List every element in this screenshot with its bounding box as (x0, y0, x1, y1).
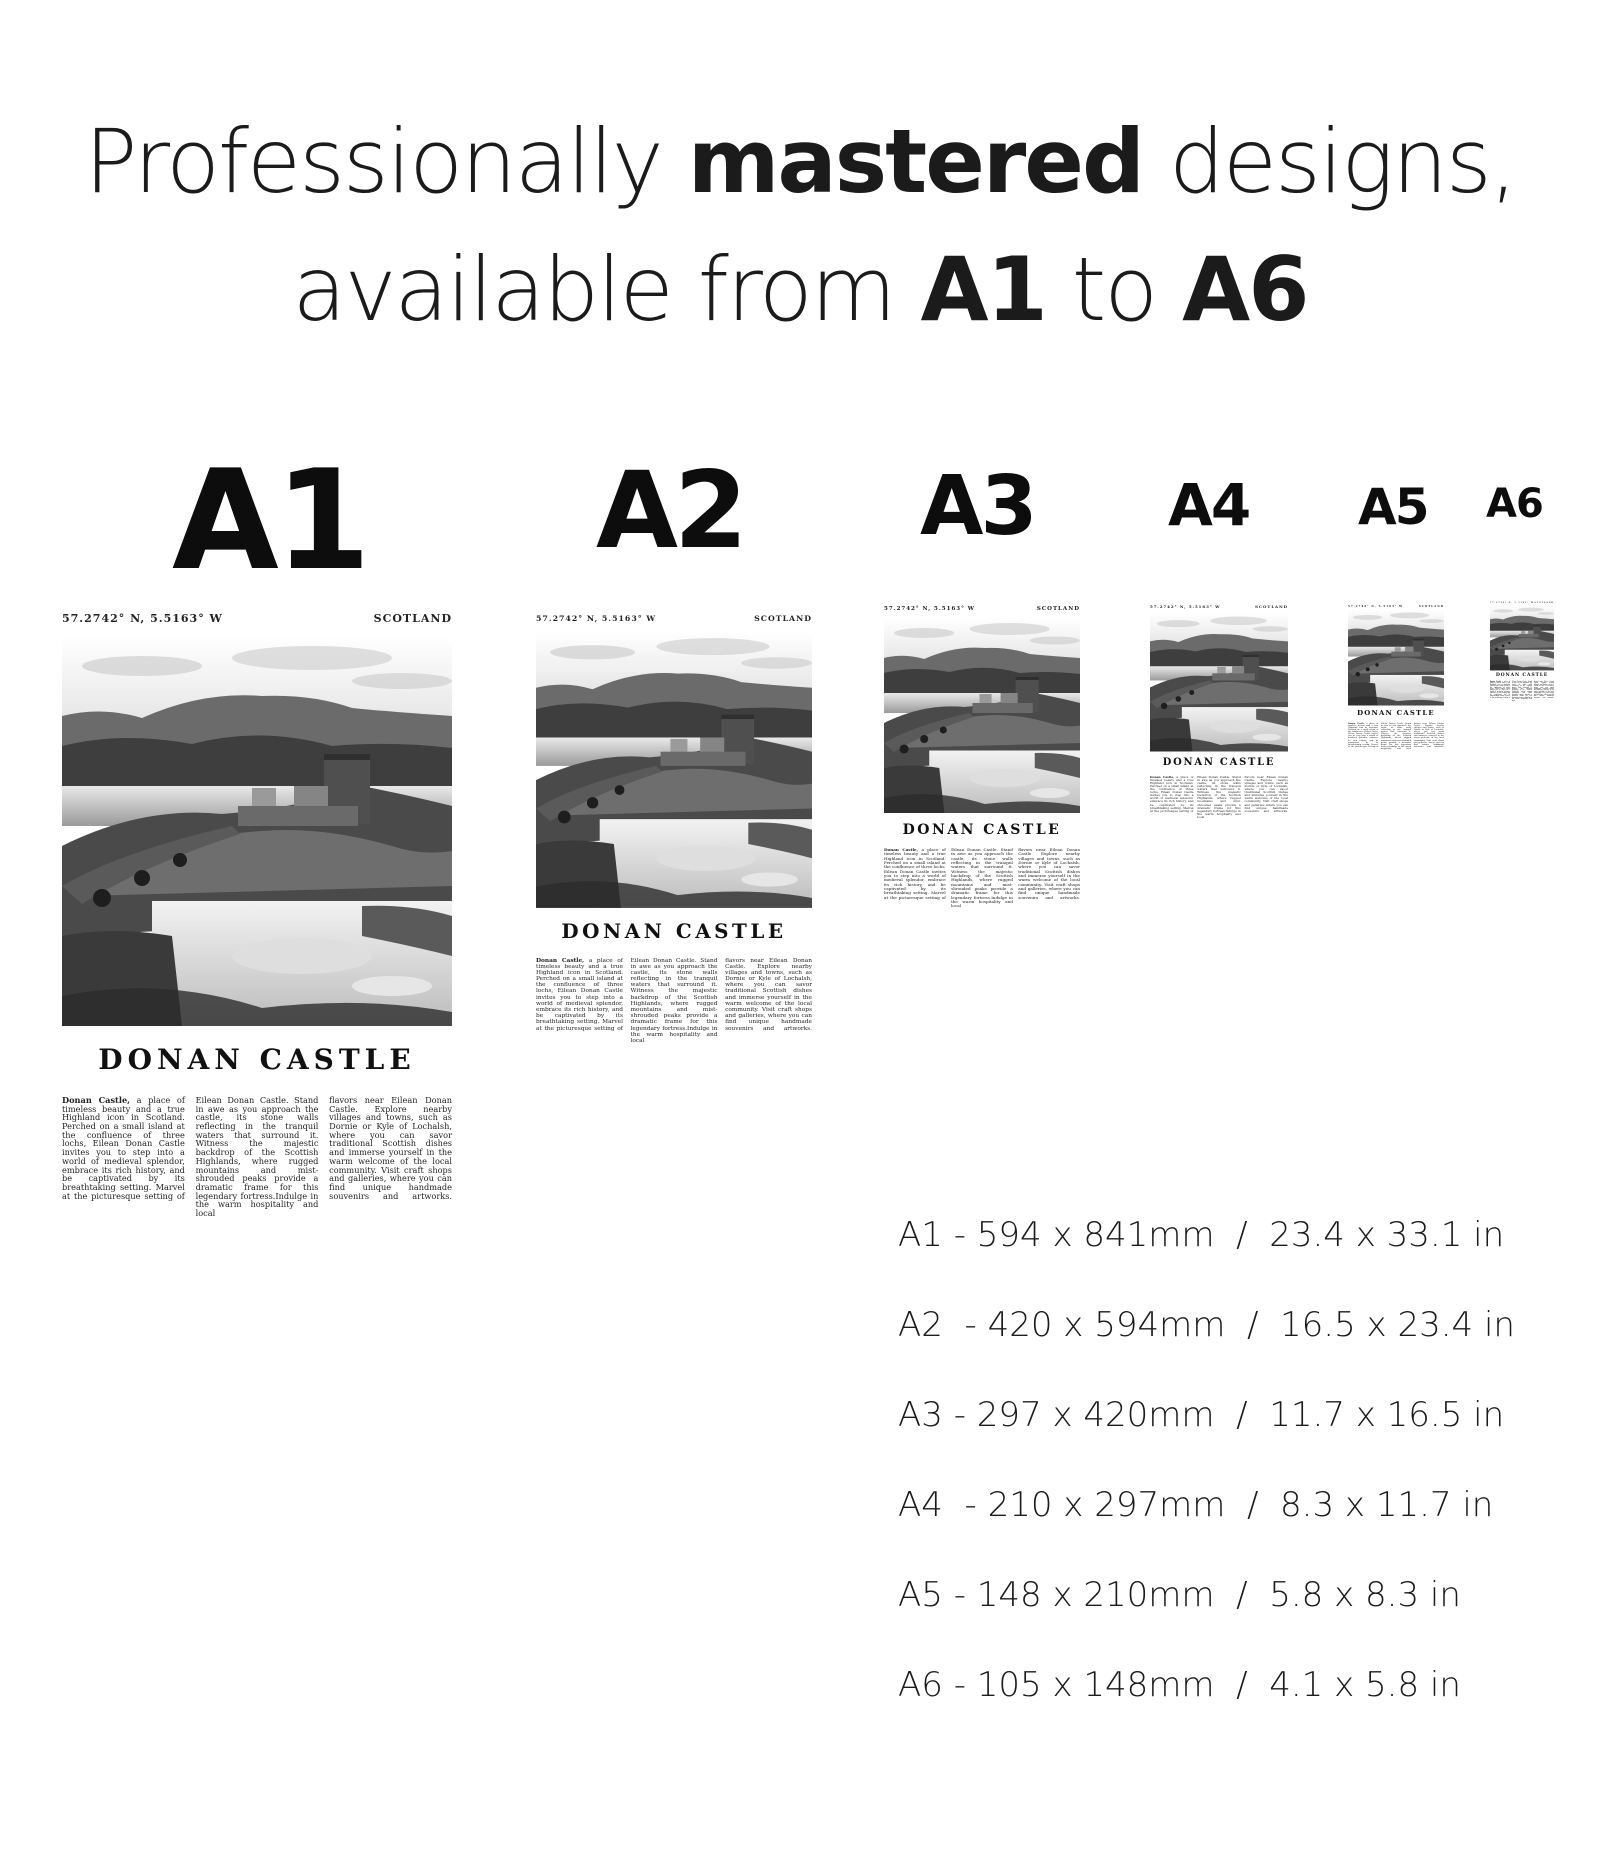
poster-body (1150, 774, 1288, 819)
size-spec-a4: A4 - 210 x 297mm / 8.3 x 11.7 in (898, 1485, 1494, 1525)
castle-photo (1490, 606, 1554, 670)
poster-body-col-2: Eilean Donan Castle. Stand in awe as you approach the castle, its stone walls reflecting in the tranquil waters that surround it. Witness the majestic backdrop of the Scottish Highlands, where rugged mountains and mist-shrouded peaks provide a dramatic frame for this legendary fortress.Indulge in the warm hospitality and local (1511, 681, 1533, 702)
poster-a3 (884, 606, 1080, 909)
size-spec-a5: A5 - 148 x 210mm / 5.8 x 8.3 in (898, 1575, 1461, 1615)
poster-body-col-3: flavors near Eilean Donan Castle. Explore nearby villages and towns, such as Dornie or Kyle of Lochalsh, where you can savor traditional Scottish dishes and immerse yourself in the warm welcome of the local community. Visit craft shops and galleries, where you can find unique handmade souvenirs and artworks. (329, 1095, 452, 1201)
poster-country: SCOTLAND (1534, 602, 1554, 604)
poster-body (1490, 681, 1554, 702)
headline-segment: mastered (687, 110, 1143, 213)
poster-body-col-3: flavors near Eilean Donan Castle. Explore nearby villages and towns, such as Dornie or Kyle of Lochalsh, where you can savor traditional Scottish dishes and immerse yourself in the warm welcome of the local community. Visit craft shops and galleries, where you can find unique handmade souvenirs and artworks. (1413, 722, 1444, 748)
size-label-a2: A2 (596, 449, 744, 572)
poster-country: SCOTLAND (1418, 604, 1444, 608)
poster-body-col-1: Donan Castle, a place of timeless beauty and a true Highland icon in Scotland. Perched on a small island at the confluence of three lochs, Eilean Donan Castle invites you to step into a world of medieval splendor, embrace its rich history, and be captivated by its breathtaking setting. Marvel at the picturesque setting of (536, 957, 623, 1032)
poster-body-col-2: Eilean Donan Castle. Stand in awe as you approach the castle, its stone walls reflecting in the tranquil waters that surround it. Witness the majestic backdrop of the Scottish Highlands, where rugged mountains and mist-shrouded peaks provide a dramatic frame for this legendary fortress.Indulge in the warm hospitality and local (1380, 722, 1412, 751)
poster-body-col-1: Donan Castle, a place of timeless beauty and a true Highland icon in Scotland. Perched on a small island at the confluence of three lochs, Eilean Donan Castle invites you to step into a world of medieval splendor, embrace its rich history, and be captivated by its breathtaking setting. Marvel at the picturesque setting of (1348, 722, 1379, 748)
poster-body-col-1: Donan Castle, a place of timeless beauty and a true Highland icon in Scotland. Perched on a small island at the confluence of three lochs, Eilean Donan Castle invites you to step into a world of medieval splendor, embrace its rich history, and be captivated by its breathtaking setting. Marvel at the picturesque setting of (884, 847, 946, 900)
poster-title: DONAN CASTLE (1495, 672, 1549, 678)
poster-coordinates: 57.2742° N, 5.5163° W (1150, 604, 1221, 609)
size-label-a6: A6 (1486, 481, 1543, 527)
poster-body (884, 847, 1080, 909)
headline-segment: available from (292, 238, 921, 341)
poster-a1 (62, 612, 452, 1218)
poster-coordinates: 57.2742° N, 5.5163° W (884, 606, 975, 612)
poster-title: DONAN CASTLE (561, 919, 787, 944)
castle-photo (884, 618, 1080, 813)
poster-coordinates: 57.2742° N, 5.5163° W (62, 612, 223, 625)
headline-segment: to (1045, 238, 1183, 341)
poster-country: SCOTLAND (754, 614, 812, 623)
castle-photo (536, 631, 812, 908)
size-spec-a1: A1 - 594 x 841mm / 23.4 x 33.1 in (898, 1215, 1505, 1255)
poster-a4 (1150, 604, 1288, 819)
poster-coordinates: 57.2742° N, 5.5163° W (1490, 602, 1534, 604)
poster-title: DONAN CASTLE (902, 822, 1062, 838)
castle-photo (62, 636, 452, 1026)
poster-a5 (1348, 604, 1444, 751)
headline-line-2 (0, 238, 1600, 341)
headline-line-1 (0, 110, 1600, 213)
headline-segment: Professionally (84, 110, 688, 213)
poster-body (62, 1095, 452, 1218)
poster-body-col-1: Donan Castle, a place of timeless beauty and a true Highland icon in Scotland. Perched on a small island at the confluence of three lochs, Eilean Donan Castle invites you to step into a world of medieval splendor, embrace its rich history, and be captivated by its breathtaking setting. Marvel at the picturesque setting of (1150, 774, 1194, 813)
poster-coordinates: 57.2742° N, 5.5163° W (1348, 604, 1404, 608)
size-label-a3: A3 (920, 459, 1035, 554)
poster-a2 (536, 614, 812, 1044)
poster-body-col-2: Eilean Donan Castle. Stand in awe as you approach the castle, its stone walls reflecting in the tranquil waters that surround it. Witness the majestic backdrop of the Scottish Highlands, where rugged mountains and mist-shrouded peaks provide a dramatic frame for this legendary fortress.Indulge in the warm hospitality and local (630, 957, 718, 1044)
poster-body-col-1: Donan Castle, a place of timeless beauty and a true Highland icon in Scotland. Perched on a small island at the confluence of three lochs, Eilean Donan Castle invites you to step into a world of medieval splendor, embrace its rich history, and be captivated by its breathtaking setting. Marvel at the picturesque setting of (62, 1095, 185, 1201)
poster-body-col-2: Eilean Donan Castle. Stand in awe as you approach the castle, its stone walls reflecting in the tranquil waters that surround it. Witness the majestic backdrop of the Scottish Highlands, where rugged mountains and mist-shrouded peaks provide a dramatic frame for this legendary fortress.Indulge in the warm hospitality and local (951, 847, 1013, 909)
poster-body-col-3: flavors near Eilean Donan Castle. Explore nearby villages and towns, such as Dornie or Kyle of Lochalsh, where you can savor traditional Scottish dishes and immerse yourself in the warm welcome of the local community. Visit craft shops and galleries, where you can find unique handmade souvenirs and artworks. (1018, 847, 1080, 900)
poster-coordinates: 57.2742° N, 5.5163° W (536, 614, 657, 623)
castle-photo (1150, 613, 1288, 751)
poster-country: SCOTLAND (373, 612, 452, 625)
poster-title: DONAN CASTLE (98, 1043, 416, 1076)
headline-segment: A1 (920, 238, 1046, 341)
poster-body-col-3: flavors near Eilean Donan Castle. Explore nearby villages and towns, such as Dornie or Kyle of Lochalsh, where you can savor traditional Scottish dishes and immerse yourself in the warm welcome of the local community. Visit craft shops and galleries, where you can find unique handmade souvenirs and artworks. (1244, 774, 1288, 813)
poster-body-col-2: Eilean Donan Castle. Stand in awe as you approach the castle, its stone walls reflecting in the tranquil waters that surround it. Witness the majestic backdrop of the Scottish Highlands, where rugged mountains and mist-shrouded peaks provide a dramatic frame for this legendary fortress.Indulge in the warm hospitality and local (1197, 774, 1241, 819)
poster-a6 (1490, 602, 1554, 702)
size-spec-a2: A2 - 420 x 594mm / 16.5 x 23.4 in (898, 1305, 1515, 1345)
poster-title: DONAN CASTLE (1357, 709, 1435, 718)
poster-country: SCOTLAND (1036, 606, 1080, 612)
poster-body-col-3: flavors near Eilean Donan Castle. Explore nearby villages and towns, such as Dornie or Kyle of Lochalsh, where you can savor traditional Scottish dishes and immerse yourself in the warm welcome of the local community. Visit craft shops and galleries, where you can find unique handmade souvenirs and artworks. (1533, 681, 1554, 699)
size-label-a5: A5 (1358, 478, 1428, 536)
size-spec-a3: A3 - 297 x 420mm / 11.7 x 16.5 in (898, 1395, 1505, 1435)
poster-body-col-1: Donan Castle, a place of timeless beauty and a true Highland icon in Scotland. Perched on a small island at the confluence of three lochs, Eilean Donan Castle invites you to step into a world of medieval splendor, embrace its rich history, and be captivated by its breathtaking setting. Marvel at the picturesque setting of (1490, 681, 1511, 699)
size-label-a1: A1 (172, 440, 367, 601)
headline-segment: A6 (1182, 238, 1308, 341)
headline-segment: designs, (1142, 110, 1516, 213)
poster-body (536, 957, 812, 1044)
castle-photo (1348, 610, 1444, 706)
poster-country: SCOTLAND (1255, 604, 1288, 609)
poster-body-col-2: Eilean Donan Castle. Stand in awe as you approach the castle, its stone walls reflecting in the tranquil waters that surround it. Witness the majestic backdrop of the Scottish Highlands, where rugged mountains and mist-shrouded peaks provide a dramatic frame for this legendary fortress.Indulge in the warm hospitality and local (195, 1095, 319, 1218)
poster-body-col-3: flavors near Eilean Donan Castle. Explore nearby villages and towns, such as Dornie or Kyle of Lochalsh, where you can savor traditional Scottish dishes and immerse yourself in the warm welcome of the local community. Visit craft shops and galleries, where you can find unique handmade souvenirs and artworks. (725, 957, 812, 1032)
poster-title: DONAN CASTLE (1162, 757, 1276, 769)
size-spec-a6: A6 - 105 x 148mm / 4.1 x 5.8 in (898, 1665, 1461, 1705)
poster-body (1348, 722, 1444, 751)
size-label-a4: A4 (1168, 471, 1250, 539)
